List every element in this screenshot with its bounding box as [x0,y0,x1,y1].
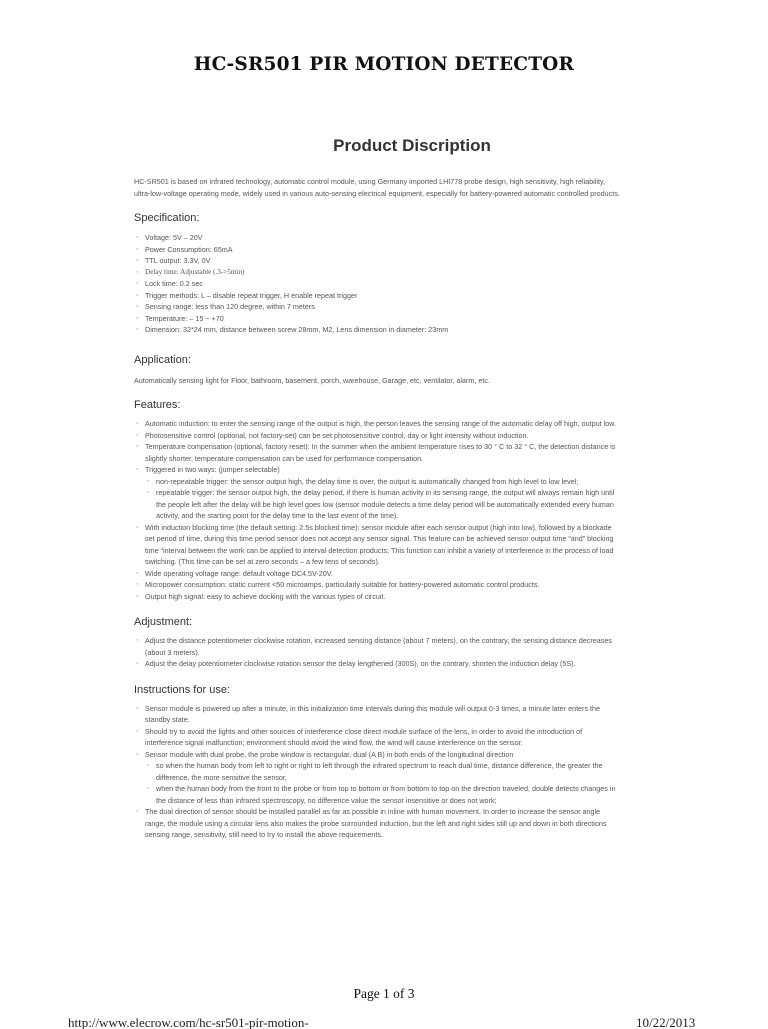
list-item: ◦ Temperature compensation (optional, factory reset): In the summer when the ambient temperature rises to 30 ° C to 32 ° C, the detection distance is slightly shorter, temperature compensation can be used for performance compensation. [134,441,620,464]
list-item: ◦ Wide operating voltage range: default voltage DC4.5V-20V. [134,568,620,580]
list-item: ◦ Sensing range: less than 120 degree, within 7 meters [134,301,620,313]
print-url: http://www.elecrow.com/hc-sr501-pir-motion- [68,1015,309,1029]
list-item: ◦ Dimension: 32*24 mm, distance between screw 28mm, M2, Lens dimension in diameter: 23mm [134,324,620,336]
list-item: ◦ Adjust the distance potentiometer clockwise rotation, increased sensing distance (about 7 meters), on the contrary, the sensing distance decreases (about 3 meters). [134,635,620,658]
list-item: ◦ Adjust the delay potentiometer clockwise rotation sensor the delay lengthened (300S), on the contrary, shorten the induction delay (5S). [134,658,620,670]
adjustment-list [134,635,620,670]
document-body [134,176,620,841]
list-item: ◦ Delay time: Adjustable (.3->5min) [134,267,620,279]
list-item: ◦ Automatic induction: to enter the sensing range of the output is high, the person leaves the sensing range of the automatic delay off high, output low. [134,418,620,430]
instructions-heading: Instructions for use: [134,683,230,696]
list-item: ◦ Triggered in two ways: (jumper selectable) [134,464,620,476]
list-item: ◦ TTL output: 3.3V, 0V [134,255,620,267]
page-number: Page 1 of 3 [353,986,415,1001]
sub-list-item: ◦ so when the human body from left to right or right to left through the infrared spectrum to reach dual time, distance difference, the greater the difference, the more sensitive the sensor, [134,760,620,783]
list-item: ◦ Micropower consumption: static current <50 microamps, particularly suitable for battery-powered automatic control products. [134,579,620,591]
list-item: ◦ Power Consumption: 65mA [134,244,620,256]
application-text: Automatically sensing light for Floor, bathroom, basement, porch, warehouse, Garage, etc, ventilator, alarm, etc. [134,375,490,385]
sub-list-item: ◦ when the human body from the front to the probe or from top to bottom or from bottom to top on the direction traveled, double detects changes in the distance of less than infrared spectroscopy, no difference value the sensor insensitive or does not work; [134,783,620,806]
list-item: ◦ Photosensitive control (optional, not factory-set) can be set photosensitive control, day or light intensity without induction. [134,430,620,442]
list-item: ◦ Voltage: 5V – 20V [134,232,620,244]
features-list [134,418,620,476]
list-item: ◦ Temperature: – 15 ~ +70 [134,313,620,325]
list-item: ◦ Lock time: 0.2 sec [134,278,620,290]
list-item: ◦ With induction blocking time (the default setting: 2.5s blocked time): sensor module after each sensor output (high into low), followed by a blockade set period of time, during this time period sensor does not accept any sensor signal. This feature can be achieved sensor output time “and” blocking time “interval between the work can be applied to interval detection products; This function can inhibit a variety of interference in the process of load switching. (This time can be set at zero seconds – a few tens of seconds). [134,522,620,568]
print-date: 10/22/2013 [636,1015,696,1029]
instructions-list [134,703,620,761]
application-heading: Application: [134,353,191,366]
list-item: ◦ Trigger methods: L – disable repeat trigger, H enable repeat trigger [134,290,620,302]
specification-list [134,232,620,336]
features-heading: Features: [134,399,181,411]
product-description-heading: Product Discription [333,136,491,155]
list-item: ◦ The dual direction of sensor should be installed parallel as far as possible in inline with human movement. In order to increase the sensor angle range, the module using a circular lens also makes the probe surrounded induction, but the left and right sides still up and down in both directions sensing range, sensitivity, still need to try to install the above requirements. [134,806,620,841]
document-title: HC-SR501 PIR MOTION DETECTOR [193,54,575,75]
instructions-list-continued [134,806,620,841]
features-sublist [134,476,620,522]
list-item: ◦ Sensor module with dual probe, the probe window is rectangular, dual (A B) in both ends of the longitudinal direction [134,749,620,761]
adjustment-heading: Adjustment: [134,616,193,628]
sub-list-item: ◦ repeatable trigger: the sensor output high, the delay period, if there is human activity in its sensing range, the output will always remain high until the people left after the delay will be high level goes low (sensor module detects a time delay period will be automatically extended every human activity, and the starting point for the delay time to the last event of the time). [134,487,620,522]
print-footer [0,1015,768,1029]
instructions-sublist [134,760,620,806]
specification-heading: Specification: [134,212,200,224]
intro-paragraph: HC-SR501 is based on infrared technology, automatic control module, using Germany imported LHI778 probe design, high sensitivity, high reliability, ultra-low-voltage operating mode, widely used in various auto-sensing electrical equipment, especially for battery-powered automatic controlled products. [134,177,620,198]
list-item: ◦ Output high signal: easy to achieve docking with the various types of circuit. [134,591,620,603]
list-item: ◦ Should try to avoid the lights and other sources of interference close direct module surface of the lens, in order to avoid the introduction of interference signal malfunction; environment should avoid the wind flow, the wind will cause interference on the sensor. [134,726,620,749]
list-item: ◦ Sensor module is powered up after a minute, in this initialization time intervals during this module will output 0-3 times, a minute later enters the standby state. [134,703,620,726]
sub-list-item: ◦ non-repeatable trigger: the sensor output high, the delay time is over, the output is automatically changed from high level to low level; [134,476,620,488]
features-list-continued [134,522,620,603]
